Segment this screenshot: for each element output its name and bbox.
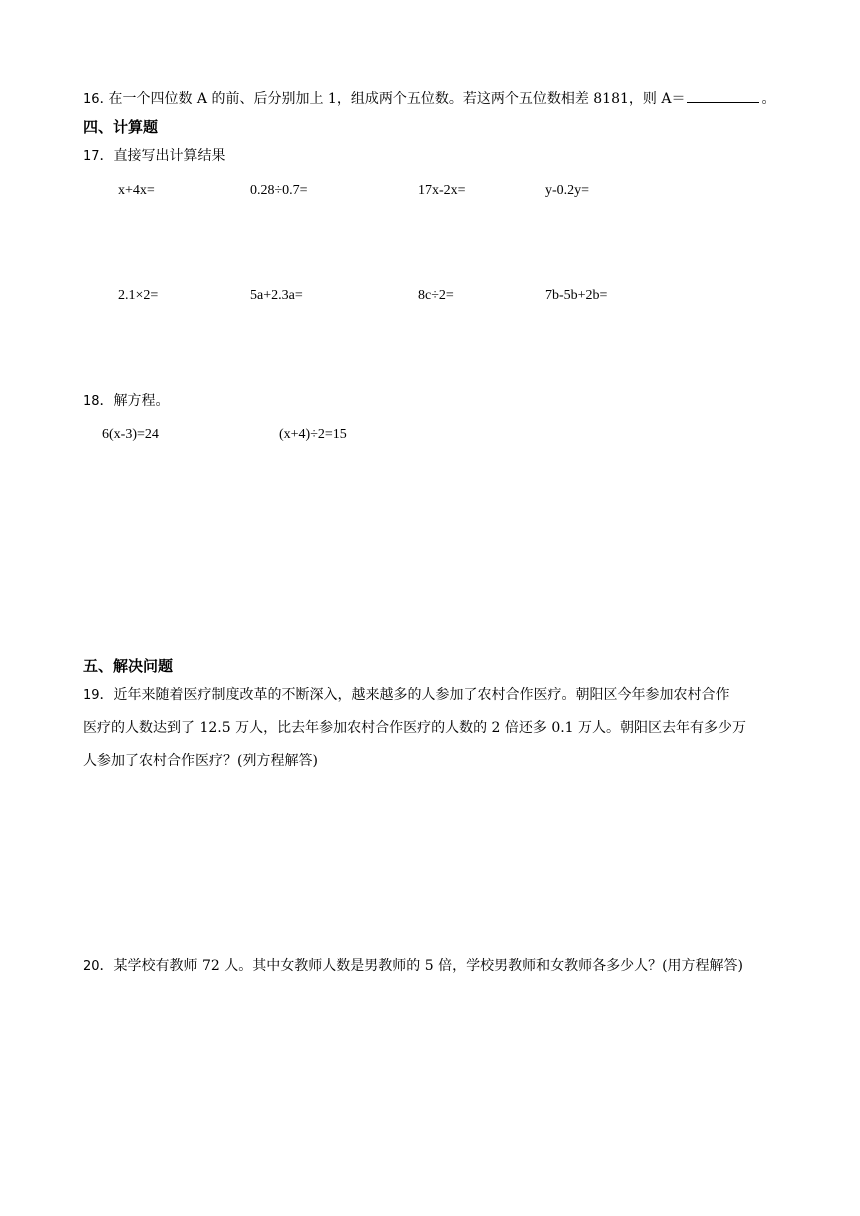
question-17-number: 17 <box>83 149 100 164</box>
question-16-text: 在一个四位数 A 的前、后分别加上 1，组成两个五位数。若这两个五位数相差 8181，则 A＝ <box>108 91 686 107</box>
expression-item: 8c÷2= <box>418 288 454 303</box>
section-title-word-problems: 五、解决问题 <box>83 657 174 675</box>
question-17-dot: ． <box>99 148 114 164</box>
expression-item: y-0.2y= <box>545 183 590 198</box>
expression-item: 7b-5b+2b= <box>545 288 608 303</box>
expression-item: 5a+2.3a= <box>250 288 303 303</box>
question-20-number: 20 <box>83 959 100 974</box>
section-title-calculation: 四、计算题 <box>83 118 159 136</box>
question-16 <box>83 88 775 110</box>
expression-item: 0.28÷0.7= <box>250 183 308 198</box>
question-19-line-1 <box>83 685 730 706</box>
question-19-line-2: 医疗的人数达到了 12.5 万人，比去年参加农村合作医疗的人数的 2 倍还多 0.1 万人。朝阳区去年有多少万 <box>83 720 747 736</box>
question-19-line-3: 人参加了农村合作医疗？(列方程解答) <box>83 753 318 769</box>
equation-item: 6(x-3)=24 <box>102 427 159 442</box>
question-19-dot: ． <box>99 687 114 703</box>
question-18-text: 解方程。 <box>113 393 170 409</box>
equation-item: (x+4)÷2=15 <box>279 427 347 442</box>
answer-blank[interactable] <box>687 88 759 103</box>
question-18-prompt <box>83 391 170 412</box>
question-20-text: 某学校有教师 72 人。其中女教师人数是男教师的 5 倍，学校男教师和女教师各多少人？(用方程解答) <box>113 958 743 974</box>
question-16-dot: . <box>99 91 109 107</box>
expression-item: 17x-2x= <box>418 183 466 198</box>
question-20-dot: ． <box>99 958 114 974</box>
question-19-number: 19 <box>83 688 100 703</box>
question-16-number: 16 <box>83 92 100 107</box>
question-18-dot: ． <box>99 393 114 409</box>
question-20 <box>83 956 743 977</box>
question-18-number: 18 <box>83 394 100 409</box>
question-19-text: 近年来随着医疗制度改革的不断深入，越来越多的人参加了农村合作医疗。朝阳区今年参加农村合作 <box>113 687 730 703</box>
expression-item: x+4x= <box>118 183 155 198</box>
question-17-text: 直接写出计算结果 <box>113 148 226 164</box>
question-16-end: 。 <box>761 91 776 107</box>
question-17-prompt <box>83 146 226 167</box>
expression-item: 2.1×2= <box>118 288 159 303</box>
